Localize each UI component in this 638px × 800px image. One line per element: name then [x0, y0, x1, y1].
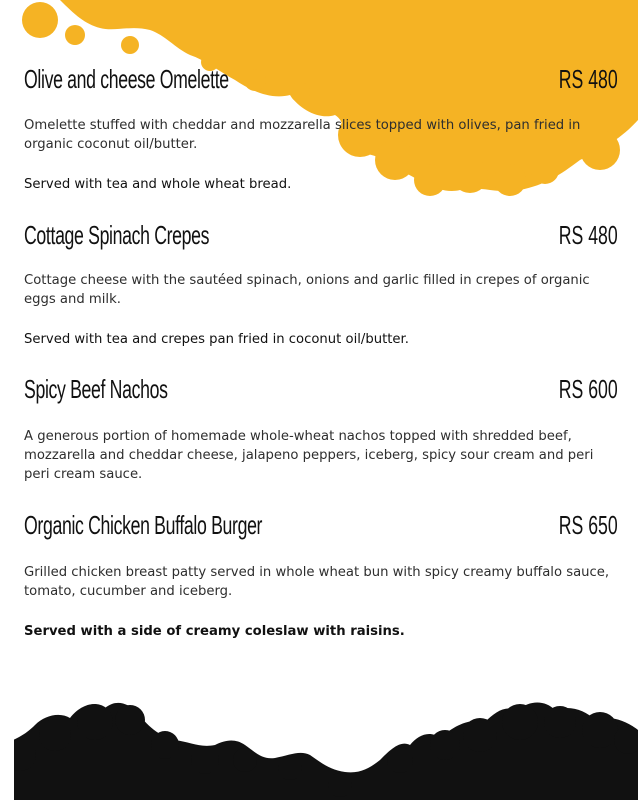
item-title: Olive and cheese Omelette — [24, 64, 229, 94]
item-description: Grilled chicken breast patty served in whole wheat bun with spicy creamy buffalo sauce, tomato, cucumber and iceberg. — [24, 565, 610, 599]
item-price: RS 480 — [559, 220, 618, 250]
item-description: Omelette stuffed with cheddar and mozzarella slices topped with olives, pan fried in organic coconut oil/butter. — [24, 118, 581, 152]
item-description: Cottage cheese with the sautéed spinach, onions and garlic filled in crepes of organic eggs and milk. — [24, 273, 590, 307]
item-served-with: Served with a side of creamy coleslaw with raisins. — [24, 624, 405, 639]
item-served-with: Served with tea and whole wheat bread. — [24, 177, 292, 192]
item-title: Organic Chicken Buffalo Burger — [24, 510, 263, 540]
item-description: A generous portion of homemade whole-wheat nachos topped with shredded beef, mozzarella and cheddar cheese, jalapeno peppers, iceberg, spicy sour cream and peri peri cream sauce. — [24, 429, 594, 482]
item-price: RS 650 — [559, 510, 618, 540]
item-price: RS 480 — [559, 64, 618, 94]
item-title: Cottage Spinach Crepes — [24, 220, 210, 250]
item-served-with: Served with tea and crepes pan fried in coconut oil/butter. — [24, 332, 409, 347]
page-left-margin — [0, 0, 14, 800]
item-title: Spicy Beef Nachos — [24, 374, 168, 404]
item-price: RS 600 — [559, 374, 618, 404]
